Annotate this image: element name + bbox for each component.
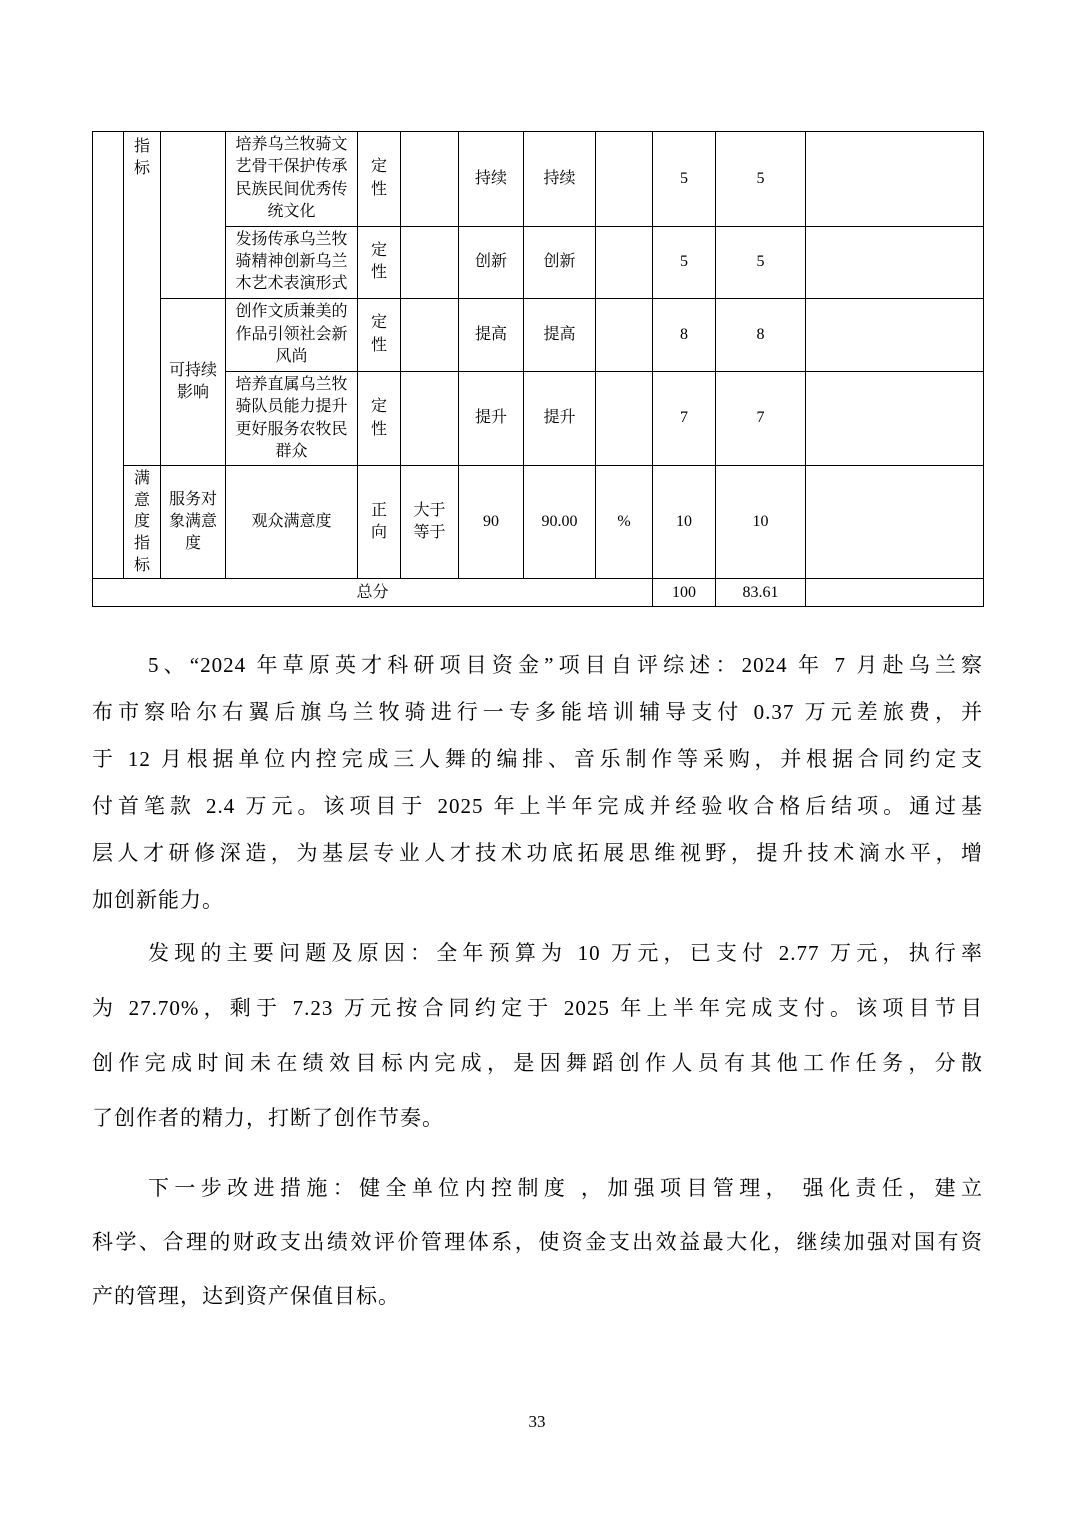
sustainable-impact-cell: 可持续影响 xyxy=(161,298,226,466)
text-line: 为 27.70%，剩于 7.23 万元按合同约定于 2025 年上半年完成支付。该项目节目 xyxy=(92,996,983,1020)
table-row xyxy=(93,466,984,579)
left-category-cell xyxy=(93,132,124,579)
text-line: 于 12 月根据单位内控完成三人舞的编排、音乐制作等采购，并根据合同约定支 xyxy=(92,747,983,771)
text-line: 创作完成时间未在绩效目标内完成，是因舞蹈创作人员有其他工作任务，分散 xyxy=(92,1051,983,1075)
actual-value-cell: 90.00 xyxy=(524,466,596,579)
weight-cell: 8 xyxy=(653,298,716,371)
text-line: 付首笔款 2.4 万元。该项目于 2025 年上半年完成并经验收合格后结项。通过基 xyxy=(92,794,983,818)
total-row xyxy=(93,579,984,607)
indicator-name-cell: 创作文质兼美的作品引领社会新风尚 xyxy=(226,298,358,371)
remark-cell xyxy=(806,226,984,298)
actual-value-cell: 提升 xyxy=(524,371,596,466)
unit-cell: % xyxy=(596,466,653,579)
service-object-cell: 服务对象满意度 xyxy=(161,466,226,579)
unit-cell xyxy=(596,371,653,466)
operator-cell xyxy=(401,371,459,466)
score-cell: 10 xyxy=(716,466,806,579)
score-cell: 5 xyxy=(716,226,806,298)
remark-cell xyxy=(806,371,984,466)
unit-cell xyxy=(596,132,653,227)
actual-value-cell: 持续 xyxy=(524,132,596,227)
indicator-type-cell: 定性 xyxy=(358,371,401,466)
target-value-cell: 90 xyxy=(459,466,524,579)
text-line: 产的管理，达到资产保值目标。 xyxy=(92,1284,400,1308)
table-row xyxy=(93,132,984,227)
paragraph-problems-and-causes xyxy=(92,926,983,1146)
text-line: 下一步改进措施：健全单位内控制度 ，加强项目管理， 强化责任，建立 xyxy=(148,1176,983,1200)
remark-cell xyxy=(806,298,984,371)
table-row xyxy=(93,226,984,298)
remark-cell xyxy=(806,579,984,607)
score-cell: 5 xyxy=(716,132,806,227)
target-value-cell: 创新 xyxy=(459,226,524,298)
remark-cell xyxy=(806,132,984,227)
satisfaction-category-cell: 满意度指标 xyxy=(124,466,161,579)
indicator-type-cell: 定性 xyxy=(358,298,401,371)
subcategory-empty-cell xyxy=(161,132,226,299)
target-value-cell: 提高 xyxy=(459,298,524,371)
table-row xyxy=(93,298,984,371)
weight-cell: 5 xyxy=(653,132,716,227)
target-value-cell: 持续 xyxy=(459,132,524,227)
page-number: 33 xyxy=(528,1412,546,1431)
indicator-name-cell: 观众满意度 xyxy=(226,466,358,579)
indicator-name-cell: 培养直属乌兰牧骑队员能力提升更好服务农牧民群众 xyxy=(226,371,358,466)
text-line: 5、“2024 年草原英才科研项目资金”项目自评综述：2024 年 7 月赴乌兰察 xyxy=(148,653,983,677)
paragraph-self-evaluation-summary xyxy=(92,642,983,924)
target-value-cell: 提升 xyxy=(459,371,524,466)
actual-value-cell: 提高 xyxy=(524,298,596,371)
unit-cell xyxy=(596,226,653,298)
indicator-category-cell: 指标 xyxy=(124,132,161,466)
table-row xyxy=(93,371,984,466)
total-weight-cell: 100 xyxy=(653,579,716,607)
text-line: 科学、合理的财政支出绩效评价管理体系，使资金支出效益最大化，继续加强对国有资 xyxy=(92,1230,983,1254)
score-cell: 7 xyxy=(716,371,806,466)
actual-value-cell: 创新 xyxy=(524,226,596,298)
indicator-name-cell: 发扬传承乌兰牧骑精神创新乌兰木艺术表演形式 xyxy=(226,226,358,298)
text-line: 加创新能力。 xyxy=(92,888,224,912)
total-label-cell: 总分 xyxy=(93,579,653,607)
text-line: 发现的主要问题及原因：全年预算为 10 万元，已支付 2.77 万元，执行率 xyxy=(148,941,983,965)
indicator-type-cell: 定性 xyxy=(358,132,401,227)
unit-cell xyxy=(596,298,653,371)
weight-cell: 10 xyxy=(653,466,716,579)
performance-indicator-table xyxy=(92,131,984,607)
indicator-name-cell: 培养乌兰牧骑文艺骨干保护传承民族民间优秀传统文化 xyxy=(226,132,358,227)
total-score-cell: 83.61 xyxy=(716,579,806,607)
indicator-type-cell: 定性 xyxy=(358,226,401,298)
text-line: 了创作者的精力，打断了创作节奏。 xyxy=(92,1106,444,1130)
paragraph-improvement-measures xyxy=(92,1161,983,1323)
operator-cell: 大于等于 xyxy=(401,466,459,579)
text-line: 层人才研修深造，为基层专业人才技术功底拓展思维视野，提升技术滴水平，增 xyxy=(92,841,983,865)
weight-cell: 7 xyxy=(653,371,716,466)
score-cell: 8 xyxy=(716,298,806,371)
operator-cell xyxy=(401,298,459,371)
operator-cell xyxy=(401,226,459,298)
text-line: 布市察哈尔右翼后旗乌兰牧骑进行一专多能培训辅导支付 0.37 万元差旅费，并 xyxy=(92,700,983,724)
weight-cell: 5 xyxy=(653,226,716,298)
remark-cell xyxy=(806,466,984,579)
indicator-type-cell: 正向 xyxy=(358,466,401,579)
operator-cell xyxy=(401,132,459,227)
